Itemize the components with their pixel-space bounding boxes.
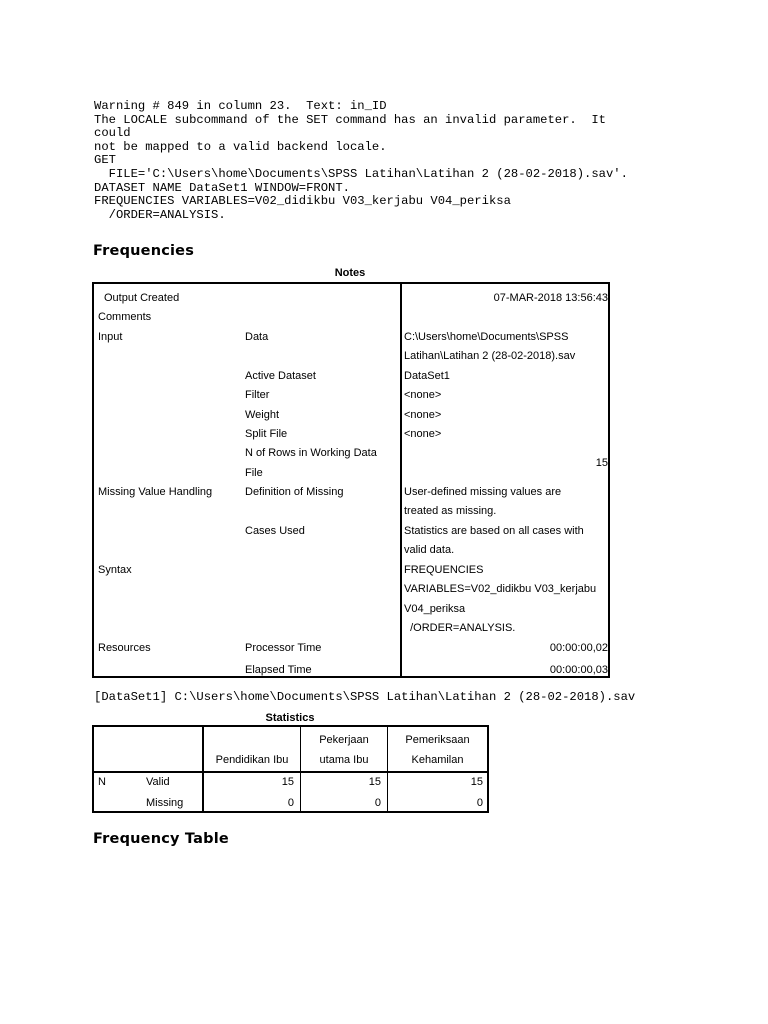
syntax-line: FREQUENCIES VARIABLES=V02_didikbu V03_kerjabu V04_periksa (94, 194, 511, 209)
frequencies-heading: Frequencies (93, 243, 195, 259)
cases-used-value-line2: valid data. (404, 544, 455, 556)
valid-pekerjaan-value: 15 (368, 776, 381, 788)
processor-time-label: Processor Time (245, 642, 322, 654)
filter-value: <none> (404, 389, 442, 401)
missing-pemeriksaan-value: 0 (476, 797, 483, 809)
syntax-value-line1: FREQUENCIES (404, 564, 484, 576)
statistics-table (92, 725, 489, 813)
syntax-line: could (94, 126, 131, 141)
data-label: Data (245, 331, 269, 343)
output-created-label: Output Created (104, 292, 180, 304)
cases-used-value-line1: Statistics are based on all cases with (404, 525, 584, 537)
split-file-label: Split File (245, 428, 288, 440)
notes-table (92, 282, 610, 678)
syntax-value-line4: /ORDER=ANALYSIS. (404, 622, 516, 634)
row-valid-label: Valid (146, 776, 170, 788)
col-pemeriksaan-header-line2: Kehamilan (411, 754, 464, 766)
output-created-value: 07-MAR-2018 13:56:43 (493, 292, 608, 304)
filter-label: Filter (245, 389, 270, 401)
n-rows-label-line1: N of Rows in Working Data (245, 447, 377, 459)
weight-label: Weight (245, 409, 280, 421)
col-pendidikan-header-line2: Pendidikan Ibu (215, 754, 289, 766)
syntax-line: not be mapped to a valid backend locale. (94, 139, 387, 154)
row-missing-label: Missing (146, 797, 184, 809)
split-file-value: <none> (404, 428, 442, 440)
syntax-log (94, 100, 674, 222)
cases-used-label: Cases Used (245, 525, 305, 537)
missing-value-handling-label: Missing Value Handling (98, 486, 213, 498)
definition-of-missing-value-line2: treated as missing. (404, 505, 497, 517)
processor-time-value: 00:00:00,02 (549, 642, 608, 654)
active-dataset-value: DataSet1 (404, 370, 450, 382)
col-pekerjaan-header-line2: utama Ibu (319, 754, 369, 766)
statistics-title: Statistics (265, 712, 315, 724)
valid-pemeriksaan-value: 15 (470, 776, 483, 788)
frequency-table-heading: Frequency Table (93, 831, 229, 847)
col-pekerjaan-header-line1: Pekerjaan (319, 734, 369, 746)
row-n-label: N (98, 776, 106, 788)
dataset-line: [DataSet1] C:\Users\home\Documents\SPSS Latihan\Latihan 2 (28-02-2018).sav (94, 690, 636, 704)
col-pemeriksaan-header-line1: Pemeriksaan (405, 734, 470, 746)
syntax-line: FILE='C:\Users\home\Documents\SPSS Latihan\Latihan 2 (28-02-2018).sav'. (94, 166, 628, 181)
data-value-line2: Latihan\Latihan 2 (28-02-2018).sav (404, 350, 576, 362)
missing-pendidikan-value: 0 (287, 797, 294, 809)
syntax-line: /ORDER=ANALYSIS. (94, 207, 226, 222)
elapsed-time-value: 00:00:00,03 (549, 664, 608, 676)
weight-value: <none> (404, 409, 442, 421)
column-divider (400, 284, 402, 676)
definition-of-missing-label: Definition of Missing (245, 486, 344, 498)
syntax-line: Warning # 849 in column 23. Text: in_ID (94, 99, 387, 113)
syntax-value-line3: V04_periksa (404, 603, 466, 615)
syntax-line: The LOCALE subcommand of the SET command has an invalid parameter. It (94, 112, 606, 127)
resources-label: Resources (98, 642, 151, 654)
syntax-value-line2: VARIABLES=V02_didikbu V03_kerjabu (404, 583, 597, 595)
elapsed-time-label: Elapsed Time (245, 664, 312, 676)
data-value-line1: C:\Users\home\Documents\SPSS (404, 331, 569, 343)
definition-of-missing-value-line1: User-defined missing values are (404, 486, 562, 498)
comments-label: Comments (98, 311, 152, 323)
n-rows-label-line2: File (245, 467, 263, 479)
syntax-label: Syntax (98, 564, 132, 576)
valid-pendidikan-value: 15 (281, 776, 294, 788)
syntax-line: GET (94, 153, 116, 168)
n-rows-value: 15 (595, 457, 608, 469)
syntax-line: DATASET NAME DataSet1 WINDOW=FRONT. (94, 180, 350, 195)
notes-title: Notes (334, 267, 366, 279)
missing-pekerjaan-value: 0 (374, 797, 381, 809)
active-dataset-label: Active Dataset (245, 370, 316, 382)
input-label: Input (98, 331, 123, 343)
